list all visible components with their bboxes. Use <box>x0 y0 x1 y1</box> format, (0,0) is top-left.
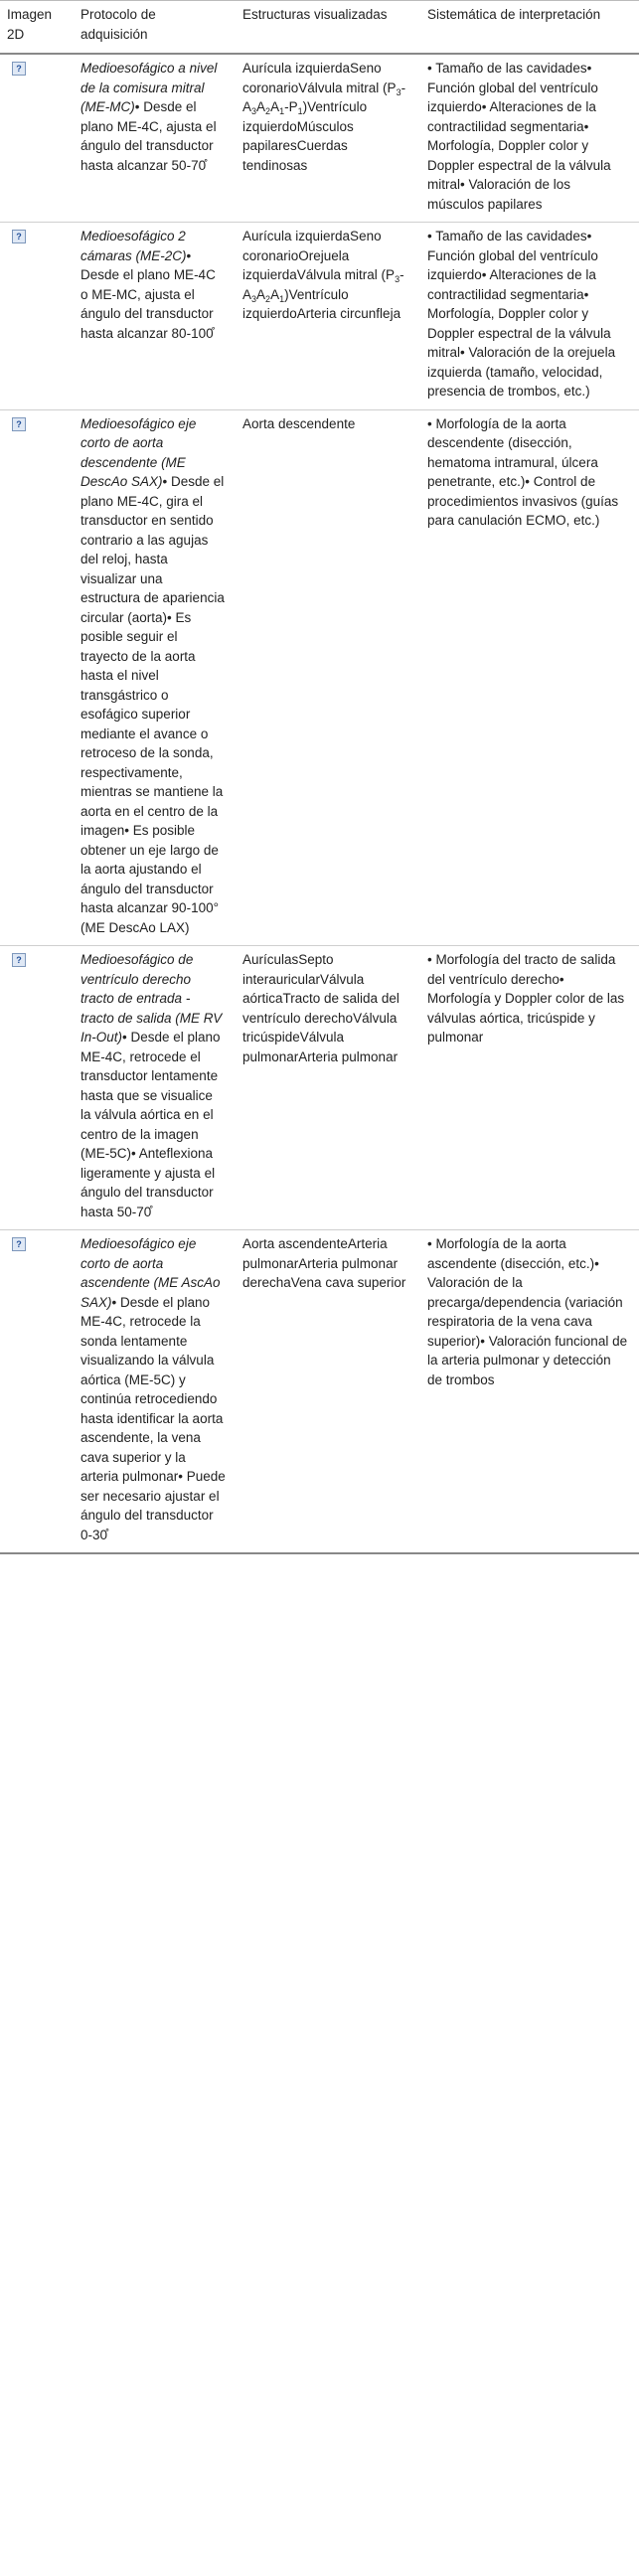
subscript: 1 <box>279 293 285 304</box>
protocol-text: • Desde el plano ME-4C, gira el transductor en sentido contrario a las agujas del reloj, hasta visualizar una estructura de apariencia circular (aorta)• Es posible seguir el trayecto de la aorta hasta el nivel transgástrico o esofágico superior mediante el avance o retroceso de la sonda, respectivamente, mientras se mantiene la aorta en el centro de la imagen• Es posible obtener un eje largo de la aorta ajustando el ángulo del transductor hasta alcanzar 90-100° (ME DescAo LAX) <box>80 474 225 935</box>
structures-text: Aurícula izquierdaSeno coronarioOrejuela izquierdaVálvula mitral (P <box>242 229 396 282</box>
interpretation-cell: • Morfología de la aorta descendente (disección, hematoma intramural, úlcera penetrante, etc.)• Control de procedimientos invasivos (guías para canulación ECMO, etc.) <box>420 409 639 946</box>
image-cell <box>0 409 74 946</box>
table-row <box>0 409 639 946</box>
subscript: 2 <box>265 106 271 116</box>
interpretation-cell: • Tamaño de las cavidades• Función global del ventrículo izquierdo• Alteraciones de la contractilidad segmentaria• Morfología, Doppler color y Doppler espectral de la válvula mitral• Valoración de la orejuela izquierda (tamaño, velocidad, presencia de trombos, etc.) <box>420 223 639 410</box>
structures-text: -A <box>242 80 406 114</box>
subscript: 1 <box>279 106 285 116</box>
header-protocol: Protocolo de adquisición <box>74 1 236 55</box>
table-row <box>0 54 639 223</box>
structures-cell: Aorta ascendenteArteria pulmonarArteria pulmonar derechaVena cava superior <box>236 1230 420 1554</box>
protocol-text: • Desde el plano ME-4C, retrocede la sonda lentamente visualizando la válvula aórtica (ME-5C) y continúa retrocediendo hasta identificar la aorta ascendente, la vena cava superior y la arteria pulmonar• Puede ser necesario ajustar el ángulo del transductor 0-30̊ <box>80 1294 226 1542</box>
subscript: 3 <box>251 293 257 304</box>
protocol-cell <box>74 54 236 223</box>
table-row <box>0 946 639 1230</box>
structures-text: A <box>270 286 280 302</box>
view-name: Medioesofágico de ventrículo derecho tracto de entrada - tracto de salida (ME RV In-Out) <box>80 952 223 1045</box>
protocol-cell <box>74 223 236 410</box>
interpretation-cell: • Morfología del tracto de salida del ventrículo derecho• Morfología y Doppler color de las válvulas aórtica, tricúspide y pulmonar <box>420 946 639 1230</box>
structures-cell <box>236 54 420 223</box>
structures-text: )Ventrículo izquierdoMúsculos papilaresCuerdas tendinosas <box>242 99 368 173</box>
structures-cell <box>236 223 420 410</box>
image-cell <box>0 54 74 223</box>
structures-text: Aurícula izquierdaSeno coronarioVálvula mitral (P <box>242 61 397 95</box>
interpretation-cell: • Tamaño de las cavidades• Función global del ventrículo izquierdo• Alteraciones de la contractilidad segmentaria• Morfología, Doppler color y Doppler espectral de la válvula mitral• Valoración de los músculos papilares <box>420 54 639 223</box>
structures-cell: Aorta descendente <box>236 409 420 946</box>
header-image: Imagen 2D <box>0 1 74 55</box>
image-thumbnail-icon[interactable] <box>12 417 26 431</box>
subscript: 3 <box>251 106 257 116</box>
view-name: Medioesofágico eje corto de aorta ascendente (ME AscAo SAX) <box>80 1236 221 1310</box>
structures-text: A <box>270 99 280 114</box>
protocol-text: • Desde el plano ME-4C, retrocede el transductor lentamente hasta que se visualice la válvula aórtica en el centro de la imagen (ME-5C)• Anteflexiona ligeramente y ajusta el ángulo del transductor hasta 50-70̊ <box>80 1030 221 1219</box>
image-thumbnail-icon[interactable] <box>12 953 26 967</box>
structures-text: -P <box>284 99 298 114</box>
view-name: Medioesofágico eje corto de aorta descendente (ME DescAo SAX) <box>80 415 197 489</box>
structures-text: A <box>256 99 266 114</box>
protocol-cell <box>74 1230 236 1554</box>
structures-cell: AurículasSepto interauricularVálvula aórticaTracto de salida del ventrículo derechoVálvula tricúspideVálvula pulmonarArteria pulmonar <box>236 946 420 1230</box>
structures-text: -A <box>242 267 404 302</box>
image-placeholder-glyph: ? <box>16 955 22 965</box>
image-placeholder-glyph: ? <box>16 418 22 429</box>
header-structures: Estructuras visualizadas <box>236 1 420 55</box>
view-name: Medioesofágico a nivel de la comisura mitral (ME-MC) <box>80 61 218 114</box>
structures-text: )Ventrículo izquierdoArteria circunfleja <box>242 286 401 321</box>
structures-text: A <box>256 286 266 302</box>
subscript: 1 <box>297 106 303 116</box>
protocol-text: • Desde el plano ME-4C, ajusta el ángulo del transductor hasta alcanzar 50-70̊ <box>80 99 217 173</box>
header-row <box>0 1 639 55</box>
table-row <box>0 1230 639 1554</box>
view-name: Medioesofágico 2 cámaras (ME-2C) <box>80 229 187 263</box>
header-interpretation: Sistemática de interpretación <box>420 1 639 55</box>
image-thumbnail-icon[interactable] <box>12 62 26 76</box>
image-thumbnail-icon[interactable] <box>12 1237 26 1251</box>
image-thumbnail-icon[interactable] <box>12 230 26 243</box>
protocol-cell <box>74 946 236 1230</box>
subscript: 3 <box>395 274 400 284</box>
interpretation-cell: • Morfología de la aorta ascendente (disección, etc.)• Valoración de la precarga/dependencia (variación respiratoria de la vena cava superior)• Valoración funcional de la arteria pulmonar y detección de trombos <box>420 1230 639 1554</box>
image-placeholder-glyph: ? <box>16 64 22 74</box>
image-cell <box>0 1230 74 1554</box>
subscript: 3 <box>396 86 401 97</box>
image-cell <box>0 223 74 410</box>
subscript: 2 <box>265 293 271 304</box>
image-placeholder-glyph: ? <box>16 1239 22 1249</box>
image-placeholder-glyph: ? <box>16 232 22 242</box>
table-row <box>0 223 639 410</box>
protocol-cell <box>74 409 236 946</box>
image-cell <box>0 946 74 1230</box>
protocol-text: • Desde el plano ME-4C o ME-MC, ajusta el ángulo del transductor hasta alcanzar 80-100̊ <box>80 247 216 341</box>
